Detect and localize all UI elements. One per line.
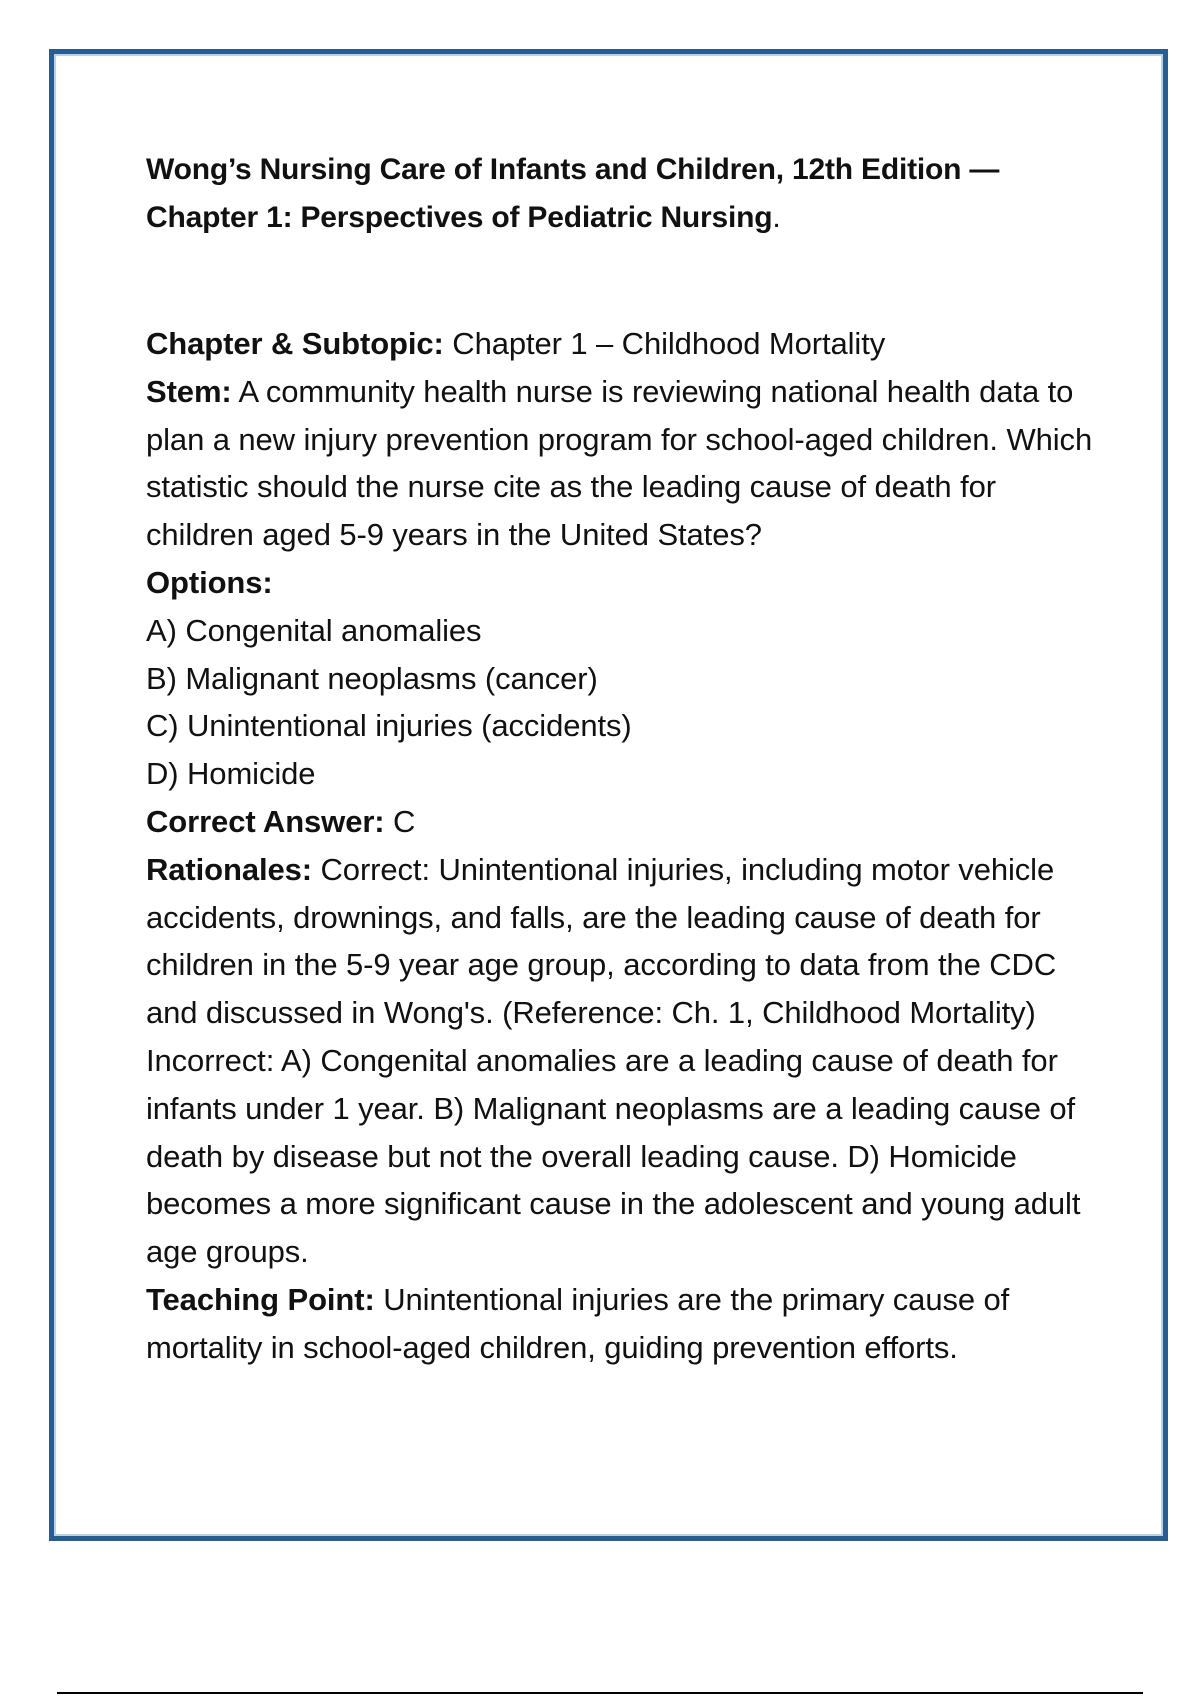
teaching-point-text: Unintentional injuries are the primary cause of mortality in school-aged children, guiding prevention efforts.: [146, 1281, 1010, 1365]
correct-answer-line: [146, 798, 1106, 846]
book-title-line-2: [146, 194, 1086, 242]
rationale-incorrect-text: Incorrect: A) Congenital anomalies are a leading cause of death for infants under 1 year. B) Malignant neoplasms are a leading cause of death by disease but not the overall leading cause. D) Homicide becomes a more significant cause in the adolescent and young adult age groups.: [146, 1042, 1081, 1270]
chapter-subtopic-label: Chapter & Subtopic:: [146, 326, 444, 361]
book-title-line-1: Wong’s Nursing Care of Infants and Children, 12th Edition —: [146, 153, 1000, 186]
correct-answer-value: C: [384, 803, 416, 839]
option-d: D) Homicide: [146, 756, 316, 792]
stem-label: Stem:: [146, 373, 232, 409]
stem-text: A community health nurse is reviewing national health data to plan a new injury prevention program for school-aged children. Which statistic should the nurse cite as the leading cause of death for children aged 5-9 years in the United States?: [146, 373, 1093, 553]
rationales-label: Rationales:: [146, 851, 312, 887]
rationales-paragraph: [146, 846, 1106, 1037]
option-b: B) Malignant neoplasms (cancer): [146, 660, 598, 696]
rationale-correct-text: Correct: Unintentional injuries, including motor vehicle accidents, drownings, and falls, are the leading cause of death for children in the 5-9 year age group, according to data from the CDC and discussed in Wong's. (Reference: Ch. 1, Childhood Mortality): [146, 851, 1057, 1031]
bottom-divider: [57, 1692, 1143, 1694]
title-period: .: [772, 201, 781, 234]
stem-paragraph: [146, 368, 1106, 559]
option-c: C) Unintentional injuries (accidents): [146, 708, 632, 744]
correct-answer-label: Correct Answer:: [146, 803, 385, 839]
options-heading: [146, 559, 1106, 607]
chapter-subtopic-value: Chapter 1 – Childhood Mortality: [443, 326, 886, 361]
document-heading: [146, 146, 1086, 242]
teaching-point-label: Teaching Point:: [146, 1281, 375, 1317]
chapter-title: Chapter 1: Perspectives of Pediatric Nursing: [146, 201, 773, 234]
option-a: A) Congenital anomalies: [146, 612, 482, 648]
chapter-subtopic-line: [146, 320, 1106, 368]
question-block: [146, 320, 1106, 1372]
teaching-point-paragraph: [146, 1276, 1106, 1372]
options-label: Options:: [146, 564, 273, 600]
